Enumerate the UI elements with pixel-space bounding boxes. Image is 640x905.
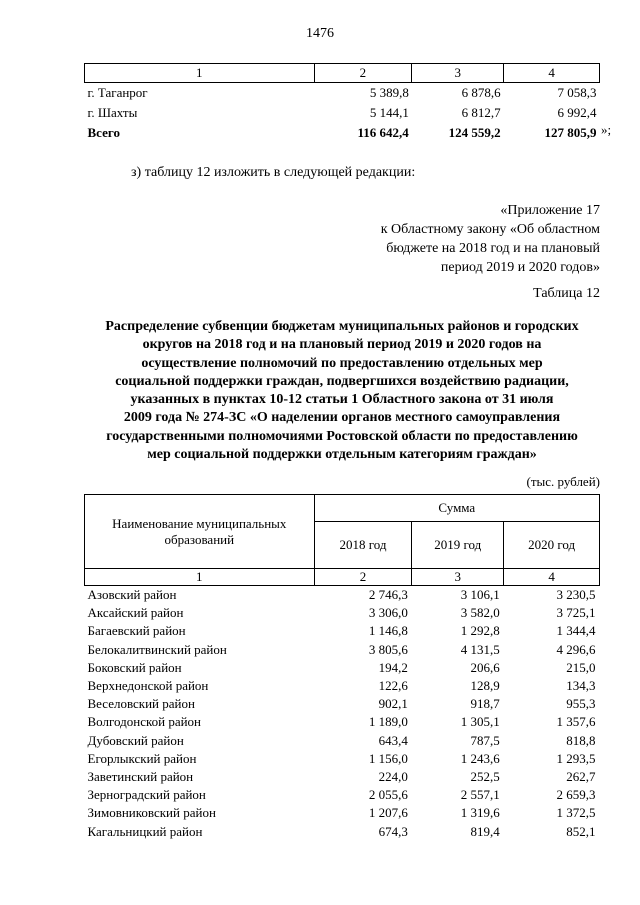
title-line: указанных в пунктах 10-12 статьи 1 Областного закона от 31 июля xyxy=(130,392,554,408)
table-numbering xyxy=(85,569,600,586)
table-row xyxy=(85,695,600,713)
value-2020: 955,3 xyxy=(566,696,596,712)
table-row xyxy=(85,622,600,640)
total-2018: 116 642,4 xyxy=(357,125,409,140)
value-2019: 1 243,6 xyxy=(460,750,500,766)
title-line: социальной поддержки граждан, подвергшихся воздействию радиации, xyxy=(115,373,569,389)
municipality-name: Боковский район xyxy=(87,659,182,675)
row-name: г. Шахты xyxy=(87,105,138,120)
table-header xyxy=(85,495,600,522)
previous-table xyxy=(84,63,600,143)
value-2018: 643,4 xyxy=(378,732,408,748)
table-row xyxy=(85,586,600,605)
value-2020: 1 357,6 xyxy=(556,714,596,730)
value-2019: 252,5 xyxy=(470,768,500,784)
value-2018: 1 189,0 xyxy=(368,714,408,730)
municipality-name: Зимовниковский район xyxy=(87,805,216,821)
table-row xyxy=(85,768,600,786)
value-2018: 3 306,0 xyxy=(368,605,408,621)
header-municipality: Наименование муниципальных образований xyxy=(85,495,315,569)
header-year-2018: 2018 год xyxy=(314,522,412,569)
value-2018: 5 389,8 xyxy=(369,85,409,100)
value-2018: 674,3 xyxy=(378,823,408,839)
annex-heading xyxy=(360,201,600,277)
total-2020: 127 805,9 xyxy=(544,125,597,140)
annex-line: период 2019 и 2020 годов» xyxy=(440,260,600,275)
municipality-name: Заветинский район xyxy=(87,768,194,784)
table-row xyxy=(85,677,600,695)
municipality-name: Аксайский район xyxy=(87,605,184,621)
table-title xyxy=(84,318,600,464)
units-label: (тыс. рублей) xyxy=(526,474,600,489)
municipality-name: Багаевский район xyxy=(87,623,186,639)
value-2018: 2 055,6 xyxy=(368,787,408,803)
column-number: 1 xyxy=(85,64,315,83)
total-label: Всего xyxy=(87,125,120,140)
title-line: округов на 2018 год и на плановый период 2019 и 2020 годов на xyxy=(142,337,542,353)
table-label: Таблица 12 xyxy=(533,286,600,301)
row-name: г. Таганрог xyxy=(87,85,148,100)
table-row xyxy=(85,750,600,768)
value-2020: 2 659,3 xyxy=(556,787,596,803)
table-row xyxy=(85,732,600,750)
value-2018: 902,1 xyxy=(378,696,408,712)
table-row xyxy=(85,786,600,804)
value-2020: 4 296,6 xyxy=(556,641,596,657)
title-line: Распределение субвенции бюджетам муниципальных районов и городских xyxy=(105,319,579,334)
annex-line: к Областному закону «Об областном xyxy=(380,222,600,237)
table-row xyxy=(85,103,600,123)
municipality-name: Белокалитвинский район xyxy=(87,641,227,657)
municipality-name: Волгодонской район xyxy=(87,714,202,730)
annex-line: бюджете на 2018 год и на плановый xyxy=(386,241,600,256)
municipality-name: Егорлыкский район xyxy=(87,750,197,766)
table-row xyxy=(85,804,600,822)
header-year-2020: 2020 год xyxy=(504,522,600,569)
value-2020: 1 293,5 xyxy=(556,750,596,766)
municipality-name: Веселовский район xyxy=(87,696,195,712)
value-2019: 1 292,8 xyxy=(460,623,500,639)
value-2019: 918,7 xyxy=(470,696,500,712)
subvention-table xyxy=(84,494,600,841)
value-2019: 6 878,6 xyxy=(461,85,501,100)
title-line: мер социальной поддержки отдельным категориям граждан» xyxy=(147,447,537,463)
table-row xyxy=(85,659,600,677)
table-row xyxy=(85,604,600,622)
value-2019: 819,4 xyxy=(470,823,500,839)
title-line: государственными полномочиями Ростовской области по предоставлению xyxy=(106,428,578,444)
value-2019: 2 557,1 xyxy=(460,787,500,803)
value-2020: 818,8 xyxy=(566,732,596,748)
title-line: осуществление полномочий по предоставлению отдельных мер xyxy=(141,355,543,371)
column-number: 3 xyxy=(412,64,504,83)
value-2019: 3 582,0 xyxy=(460,605,500,621)
value-2020: 215,0 xyxy=(566,659,596,675)
value-2019: 787,5 xyxy=(470,732,500,748)
amendment-paragraph: з) таблицу 12 изложить в следующей редакции: xyxy=(131,165,416,180)
previous-table-header xyxy=(85,64,600,83)
municipality-name: Зерноградский район xyxy=(87,787,206,803)
value-2018: 1 156,0 xyxy=(368,750,408,766)
table-row xyxy=(85,822,600,840)
value-2018: 3 805,6 xyxy=(368,641,408,657)
value-2020: 852,1 xyxy=(566,823,596,839)
value-2019: 6 812,7 xyxy=(461,105,501,120)
municipality-name: Верхнедонской район xyxy=(87,678,209,694)
municipality-name: Дубовский район xyxy=(87,732,184,748)
value-2018: 1 207,6 xyxy=(368,805,408,821)
header-year-2019: 2019 год xyxy=(412,522,504,569)
municipality-name: Азовский район xyxy=(87,587,177,603)
value-2020: 1 372,5 xyxy=(556,805,596,821)
value-2018: 5 144,1 xyxy=(369,105,409,120)
value-2020: 262,7 xyxy=(566,768,596,784)
header-sum: Сумма xyxy=(314,495,599,522)
column-number: 2 xyxy=(314,64,412,83)
total-row xyxy=(85,123,600,143)
table-row xyxy=(85,713,600,731)
column-number: 4 xyxy=(504,569,600,586)
total-2019: 124 559,2 xyxy=(448,125,501,140)
annex-line: «Приложение 17 xyxy=(500,203,600,218)
column-number: 3 xyxy=(412,569,504,586)
value-2020: 7 058,3 xyxy=(557,85,597,100)
value-2020: 1 344,4 xyxy=(556,623,596,639)
value-2019: 128,9 xyxy=(470,678,500,694)
column-number: 4 xyxy=(504,64,600,83)
value-2018: 1 146,8 xyxy=(368,623,408,639)
value-2020: 134,3 xyxy=(566,678,596,694)
value-2019: 1 319,6 xyxy=(460,805,500,821)
page-number: 1476 xyxy=(306,26,334,41)
table-row xyxy=(85,641,600,659)
table-body xyxy=(85,586,600,841)
value-2019: 4 131,5 xyxy=(460,641,500,657)
value-2018: 2 746,3 xyxy=(368,587,408,603)
value-2020: 3 230,5 xyxy=(556,587,596,603)
table-row xyxy=(85,83,600,104)
closing-quote: »; xyxy=(601,122,612,137)
municipality-name: Кагальницкий район xyxy=(87,823,203,839)
value-2018: 122,6 xyxy=(378,678,408,694)
column-number: 2 xyxy=(314,569,412,586)
value-2019: 1 305,1 xyxy=(460,714,500,730)
value-2019: 3 106,1 xyxy=(460,587,500,603)
value-2018: 194,2 xyxy=(378,659,408,675)
title-line: 2009 года № 274-ЗС «О наделении органов местного самоуправления xyxy=(123,410,561,426)
value-2020: 6 992,4 xyxy=(557,105,597,120)
value-2020: 3 725,1 xyxy=(556,605,596,621)
value-2018: 224,0 xyxy=(378,768,408,784)
value-2019: 206,6 xyxy=(470,659,500,675)
column-number: 1 xyxy=(85,569,315,586)
